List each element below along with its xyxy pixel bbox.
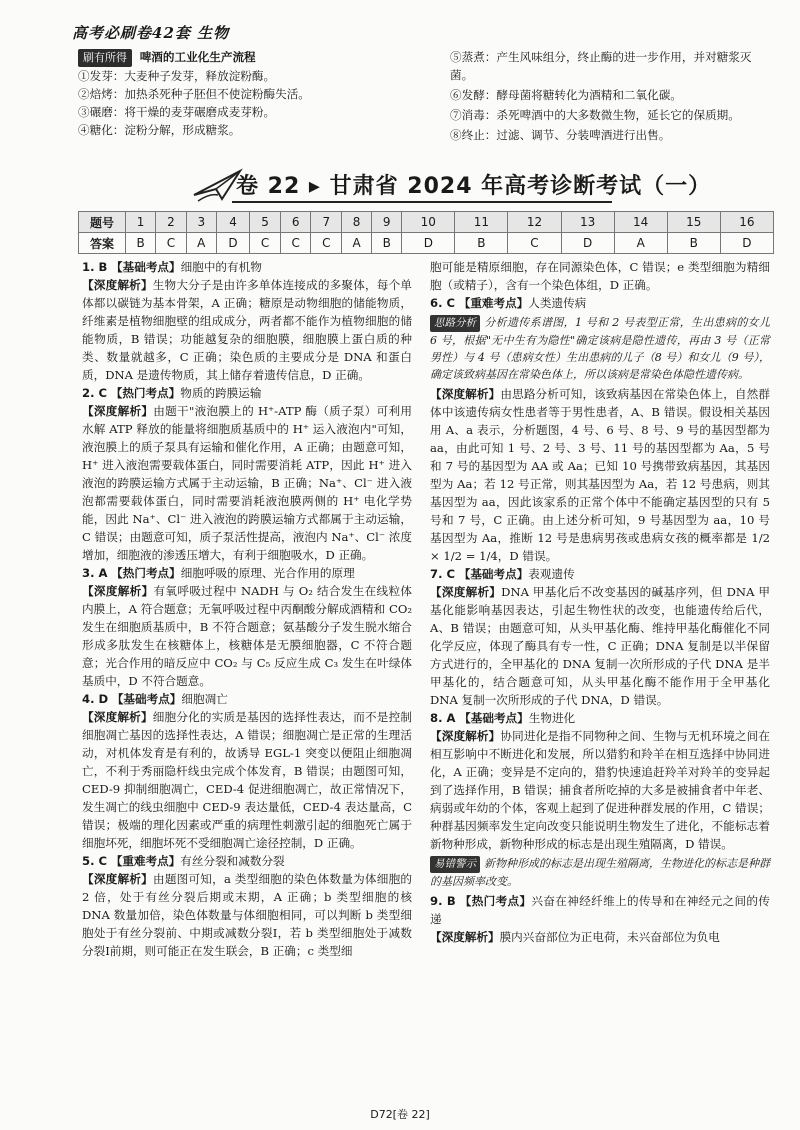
answer-cell: A [614,233,667,254]
analysis-text: 生物大分子是由许多单体连接成的多聚体，每个单体都以碳链为基本骨架，A 正确；糖原是动物细胞的储能物质，纤维素是植物细胞壁的组成成分，两者都不能作为植物细胞的储能物质，B 错误；功能越复杂的细胞膜，细胞膜上蛋白质的种类、数量就越多，C 正确；染色质的主要成分是 DNA 和蛋白质，DNA 是遗传物质，其上储存着遗传信息，D 正确。 [82,278,412,382]
answer-cell: C [311,233,342,254]
answer-cell: C [156,233,187,254]
question-number: 3 [186,212,216,233]
question-topic: 兴奋在神经纤维上的传导和在神经元之间的传递 [430,894,770,926]
tip-item: ⑤蒸煮：产生风味组分，终止酶的进一步作用，并对糖浆灭菌。 [450,50,752,82]
answer-cell: C [280,233,311,254]
question-number: 13 [561,212,614,233]
question-number: 12 [508,212,561,233]
question-tag: 【热门考点】 [459,894,532,908]
question-explanation [430,892,770,946]
tip-badge: 刷有所得 [78,49,132,67]
analysis-text: 细胞分化的实质是基因的选择性表达，而不是控制细胞凋亡基因的选择性表达，A 错误；细胞凋亡是正常的生理活动，对机体发育是有利的，故诱导 EGL-1 突变以便阻止细胞凋亡，不利于秀丽隐杆线虫完成个体发育，B 错误；由题图可知，CED-9 抑制细胞凋亡，CED-4 促进细胞凋亡，故正常情况下，发生凋亡的线虫细胞中 CED-9 表达量低，CED-4 表达量高，C 错误；极端的理化因素或严重的病理性刺激引起的细胞死亡属于细胞坏死，细胞坏死不受细胞凋亡途径控制，D 正确。 [82,710,412,850]
hint-badge: 思路分析 [430,315,480,332]
question-tag: 【基础考点】 [459,711,529,725]
question-answer: 5. C [82,854,108,868]
left-column [82,258,412,960]
tip-block-left [78,48,408,139]
warning-badge: 易错警示 [430,856,480,873]
question-explanation [82,852,412,960]
question-topic: 细胞中的有机物 [180,260,262,274]
question-answer: 2. C [82,386,108,400]
tip-item: ⑧终止：过滤、调节、分装啤酒进行出售。 [450,128,671,142]
analysis-label: 【深度解析】 [82,404,154,418]
question-topic: 人类遗传病 [528,296,587,310]
question-number: 5 [250,212,281,233]
question-number: 10 [402,212,455,233]
answer-cell: D [561,233,614,254]
analysis-label: 【深度解析】 [430,729,501,743]
question-topic: 有丝分裂和减数分裂 [180,854,285,868]
question-explanation [82,690,412,852]
book-title: 高考必刷卷42套 生物 [72,24,230,42]
question-number: 16 [720,212,773,233]
question-answer: 6. C [430,296,456,310]
analysis-text: 由题干"液泡膜上的 H⁺-ATP 酶（质子泵）可利用水解 ATP 释放的能量将细胞质基质中的 H⁺ 运入液泡内"可知，液泡膜上的质子泵具有运输和催化作用，A 正确；由题意可知，H⁺ 进入液泡需要载体蛋白，同时需要消耗 ATP，因此 H⁺ 进入液泡的跨膜运输方式属于主动运输，B 正确；Na⁺、Cl⁻ 进入液泡都需要载体蛋白，同时需要消耗液泡膜两侧的 H⁺ 电化学势能，因此 Na⁺、Cl⁻ 进入液泡的跨膜运输方式都属于主动运输，C 错误；由题意可知，质子泵活性提高，液泡内 Na⁺、Cl⁻ 浓度增加，细胞液的渗透压增大，有利于细胞吸水，D 正确。 [82,404,412,562]
question-tag: 【重难考点】 [110,854,181,868]
answer-table-number-row [79,212,774,233]
answer-cell: D [216,233,249,254]
tip-title: 啤酒的工业化生产流程 [139,50,256,64]
question-number: 11 [455,212,508,233]
analysis-label: 【深度解析】 [82,584,154,598]
analysis-text: 有氧呼吸过程中 NADH 与 O₂ 结合发生在线粒体内膜上，A 符合题意；无氧呼吸过程中丙酮酸分解成酒精和 CO₂ 发生在细胞质基质中，B 不符合题意；氨基酸分子发生脱水缩合形成多肽发生在核糖体上，核糖体是无膜细胞器，C 不符合题意；光合作用的暗反应中 CO₂ 与 C₅ 反应生成 C₃ 发生在叶绿体基质中，D 不符合题意。 [82,584,412,688]
question-number: 14 [614,212,667,233]
question-answer: 8. A [430,711,456,725]
warning-note [430,855,770,890]
answer-cell: B [126,233,156,254]
analysis-label: 【深度解析】 [430,387,501,401]
analysis-text: DNA 甲基化后不改变基因的碱基序列，但 DNA 甲基化能影响基因表达，引起生物性状的改变，也能遗传给后代，A、B 错误；由题意可知，从头甲基化酶、维持甲基化酶催化不同化学反应，体现了酶具有专一性，C 正确；DNA 复制是以半保留方式进行的，全甲基化的 DNA 复制一次所形成的子代 DNA 是半甲基化的，结合题意可知，从头甲基化酶不能作用于全甲基化 DNA 复制一次所形成的子代 DNA，D 错误。 [430,585,770,707]
answer-table-answer-row [79,233,774,254]
question-explanation-continued: 胞可能是精原细胞，存在同源染色体，C 错误；e 类型细胞为精细胞（或精子），含有一个染色体组，D 正确。 [430,260,770,292]
row-label: 题号 [79,212,126,233]
question-number: 8 [342,212,372,233]
tip-block-right [450,48,768,144]
question-explanation [82,564,412,690]
right-column [430,258,770,946]
answer-cell: C [508,233,561,254]
analysis-label: 【深度解析】 [82,872,153,886]
answer-cell: B [455,233,508,254]
answer-table [78,211,774,254]
question-topic: 细胞呼吸的原理、光合作用的原理 [180,566,355,580]
question-explanation [430,294,770,565]
question-number: 1 [126,212,156,233]
tip-item: ④糖化：淀粉分解，形成糖浆。 [78,123,241,137]
question-number: 7 [311,212,342,233]
question-explanation [430,709,770,890]
question-number: 6 [280,212,311,233]
question-topic: 生物进化 [528,711,576,725]
answer-cell: A [186,233,216,254]
question-explanation [430,565,770,709]
question-number: 15 [667,212,720,233]
hint-note [430,314,770,383]
tip-item: ⑥发酵：酵母菌将糖转化为酒精和二氧化碳。 [450,88,682,102]
hint-text: 分析遗传系谱图，1 号和 2 号表型正常，生出患病的女儿 6 号，根据"无中生有为隐性"确定该病是隐性遗传，再由 3 号（正常男性）与 4 号（患病女性）生出患病的儿子（8 号）和女儿（9 号），确定该致病基因在常染色体上，所以该病是常染色体隐性遗传病。 [430,316,770,381]
question-tag: 【热门考点】 [111,566,181,580]
page-footer: D72[卷 22] [370,1108,430,1121]
answer-cell: A [342,233,372,254]
question-tag: 【基础考点】 [111,692,182,706]
question-tag: 【热门考点】 [110,386,181,400]
analysis-label: 【深度解析】 [430,585,502,599]
tip-item: ①发芽：大麦种子发芽，释放淀粉酶。 [78,69,276,83]
analysis-text: 由思路分析可知，该致病基因在常染色体上，自然群体中该遗传病女性患者等于男性患者，A、B 错误。假设相关基因用 A、a 表示，分析题图，4 号、6 号、8 号、9 号的基因型都为 aa，由此可知 1 号、2 号、3 号、11 号的基因型都为 Aa，5 号和 7 号的基因型为 AA 或 Aa；已知 10 号携带致病基因，其基因型为 Aa；若 12 号正常，则其基因型为 Aa，若 12 号患病，则其基因型为 aa，因此该家系的正常个体中不能确定基因型的只有 5 号和 7 号，C 正确。由上述分析可知，9 号基因型为 aa，10 号基因型为 Aa，推断 12 号是患病男孩或患病女孩的概率都是 1/2 × 1/2 = 1/4，D 错误。 [430,387,770,563]
question-answer: 3. A [82,566,108,580]
analysis-label: 【深度解析】 [430,930,500,944]
question-answer: 1. B [82,260,108,274]
exam-title: 卷 22 ▸ 甘肃省 2024 年高考诊断考试（一） [236,174,712,199]
question-answer: 7. C [430,567,456,581]
warning-text: 新物种形成的标志是出现生殖隔离，生物进化的标志是种群的基因频率改变。 [430,857,770,888]
tip-header [78,48,408,67]
row-label: 答案 [79,233,126,254]
question-topic: 物质的跨膜运输 [180,386,262,400]
question-tag: 【基础考点】 [111,260,181,274]
question-number: 9 [372,212,402,233]
title-underline [232,201,612,203]
question-answer: 9. B [430,894,456,908]
analysis-label: 【深度解析】 [82,710,153,724]
answer-cell: D [720,233,773,254]
question-explanation [82,258,412,384]
answer-cell: D [402,233,455,254]
analysis-label: 【深度解析】 [82,278,153,292]
question-tag: 【基础考点】 [458,567,529,581]
question-number: 4 [216,212,249,233]
analysis-text: 由题图可知，a 类型细胞的染色体数量为体细胞的 2 倍，处于有丝分裂后期或末期，A 正确；b 类型细胞的核 DNA 数量加倍，染色体数量与体细胞相同，可以判断 b 类型细胞处于有丝分裂前、中期或减数分裂Ⅰ，若 b 类型细胞处于减数分裂Ⅰ前期，则可能正在发生联会，B 正确；c 类型细 [82,872,412,958]
question-answer: 4. D [82,692,109,706]
answer-cell: B [667,233,720,254]
exam-title-block [192,165,712,205]
answer-cell: B [372,233,402,254]
tip-item: ③碾磨：将干燥的麦芽碾磨成麦芽粉。 [78,105,276,119]
question-topic: 细胞凋亡 [181,692,228,706]
question-explanation [82,384,412,564]
question-topic: 表观遗传 [528,567,575,581]
analysis-text: 协同进化是指不同物种之间、生物与无机环境之间在相互影响中不断进化和发展，所以猎豹和羚羊在相互选择中协同进化，A 正确；变异是不定向的，猎豹快速追赶羚羊对羚羊的变异起到了选择作用，B 错误；捕食者所吃掉的大多是被捕食者中年老、病弱或年幼的个体，客观上起到了促进种群发展的作用，C 错误；种群基因频率发生定向改变只能说明生物发生了进化，不能标志着新物种形成，新物种形成的标志是出现生殖隔离，D 错误。 [430,729,770,851]
tip-item: ②焙烤：加热杀死种子胚但不使淀粉酶失活。 [78,87,310,101]
tip-item: ⑦消毒：杀死啤酒中的大多数微生物，延长它的保质期。 [450,108,740,122]
analysis-text: 膜内兴奋部位为正电荷，未兴奋部位为负电 [499,930,720,944]
question-tag: 【重难考点】 [458,296,529,310]
answer-cell: C [250,233,281,254]
question-number: 2 [156,212,187,233]
